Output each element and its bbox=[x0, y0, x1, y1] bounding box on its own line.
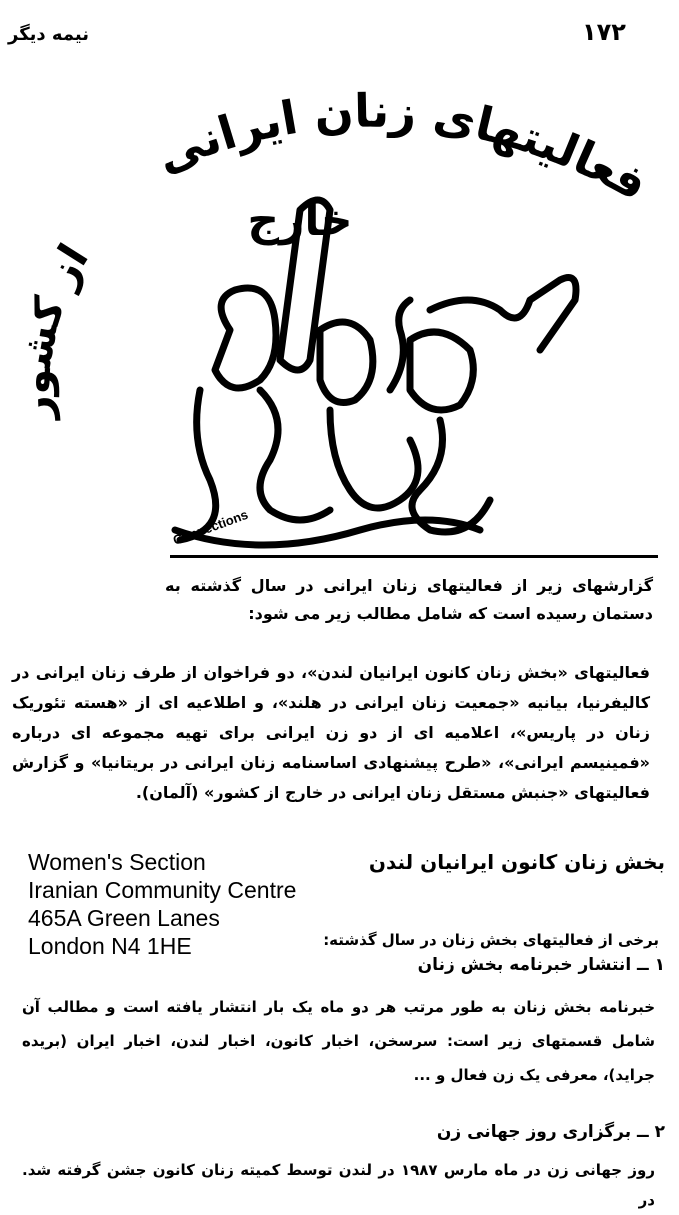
address-line-3: 465A Green Lanes bbox=[28, 905, 220, 931]
item1-heading: ۱ ــ انتشار خبرنامه بخش زنان bbox=[417, 955, 665, 975]
poster-title-line1: فعالیتهای زنان ایرانی bbox=[148, 83, 657, 212]
intro-paragraph: گزارشهای زیر از فعالیتهای زنان ایرانی در سال گذشته به دستمان رسیده است که شامل مطالب زیر می شود: bbox=[165, 576, 653, 623]
item2-body: روز جهانی زن در ماه مارس ۱۹۸۷ در لندن توسط کمیته زنان کانون جشن گرفته شد. در bbox=[22, 1161, 655, 1209]
address-line-2: Iranian Community Centre bbox=[28, 877, 297, 903]
poster-illustration bbox=[0, 60, 679, 560]
item1-body: خبرنامه بخش زنان به طور مرتب هر دو ماه یک بار انتشار یافته است و مطالب آن شامل قسمتهای زیر است: سرسخن، اخبار کانون، اخبار لندن، اخبار ایران (بریده جراید)، معرفی یک زن فعال و ... bbox=[22, 998, 655, 1084]
item2-heading: ۲ ــ برگزاری روز جهانی زن bbox=[436, 1122, 665, 1142]
address-line-1: Women's Section bbox=[28, 849, 206, 875]
divider bbox=[170, 555, 658, 558]
poster-title-line2: خارج bbox=[247, 195, 353, 246]
running-title: نیمه دیگر bbox=[8, 24, 90, 45]
poster-credit: Connections bbox=[170, 506, 251, 548]
section-heading: بخش زنان کانون ایرانیان لندن bbox=[368, 850, 665, 874]
section-intro: برخی از فعالیتهای بخش زنان در سال گذشته: bbox=[323, 931, 659, 949]
women-figures bbox=[175, 200, 576, 545]
poster-title-line3: از کشور bbox=[10, 235, 98, 421]
address-line-4: London N4 1HE bbox=[28, 933, 192, 959]
page-number: ۱۷۲ bbox=[582, 18, 626, 46]
activities-paragraph: فعالیتهای «بخش زنان کانون ایرانیان لندن»، دو فراخوان از طرف زنان ایرانی در کالیفرنیا، بیانیه «جمعیت زنان ایرانی در هلند»، و اطلاعیه ای از «هسته تئوریک زنان در پاریس»، اعلامیه ای از دو زن ایرانی برای تهیه مجموعه ای درباره «فمینیسم ایرانی»، «طرح پیشنهادی اساسنامه زنان ایرانی در بریتانیا» و گزارش فعالیتهای «جنبش مستقل زنان ایرانی در خارج از کشور» (آلمان). bbox=[12, 663, 650, 802]
address-block bbox=[28, 848, 296, 960]
poster-artwork bbox=[0, 60, 679, 560]
